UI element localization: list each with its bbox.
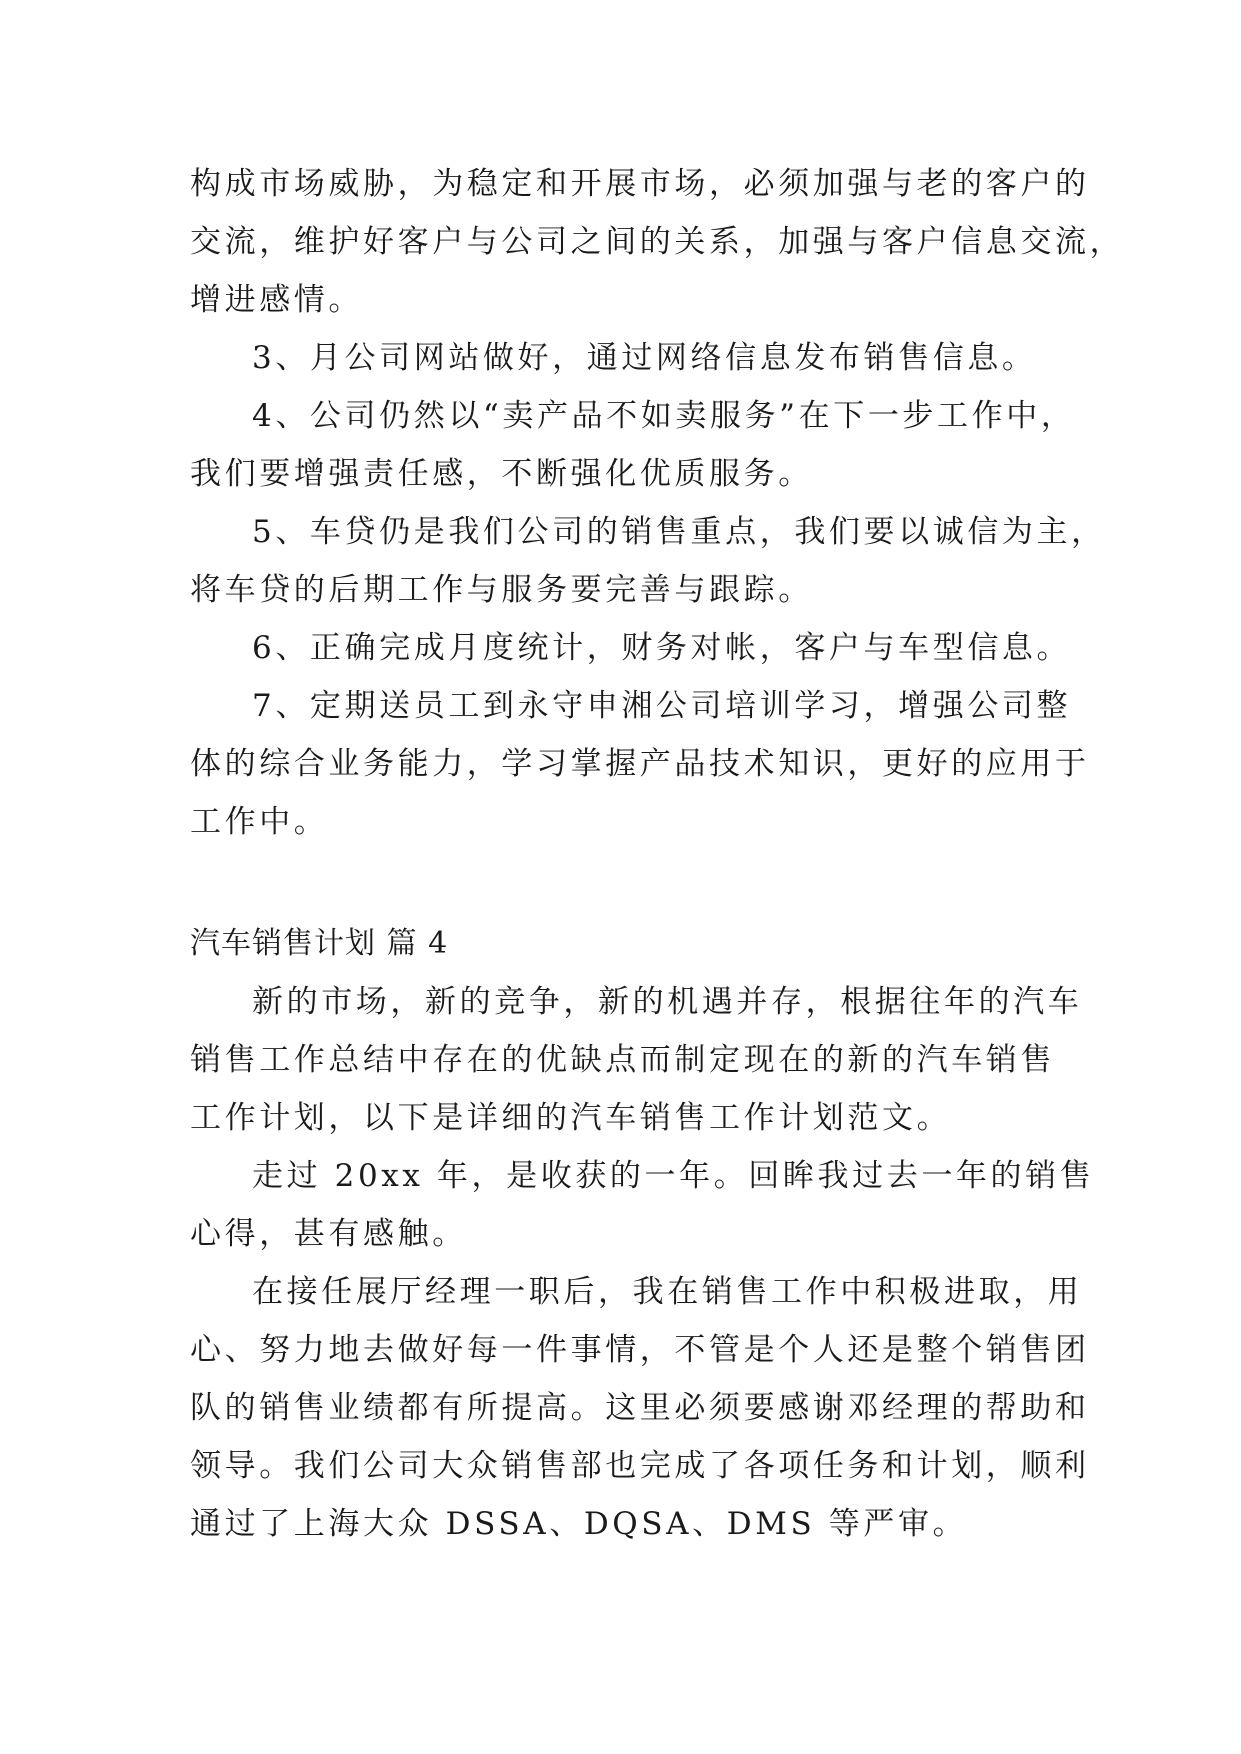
paragraph-line: 增进感情。 [190, 282, 363, 318]
list-item-6: 6、正确完成月度统计，财务对帐，客户与车型信息。 [252, 630, 1072, 666]
list-item-7: 7、定期送员工到永守申湘公司培训学习，增强公司整 [252, 688, 1072, 724]
paragraph-line: 队的销售业绩都有所提高。这里必须要感谢邓经理的帮助和 [190, 1390, 1090, 1426]
document-body [190, 155, 1125, 1553]
paragraph-line: 走过 20xx 年，是收获的一年。回眸我过去一年的销售 [252, 1158, 1095, 1194]
paragraph-line: 领导。我们公司大众销售部也完成了各项任务和计划，顺利 [190, 1448, 1090, 1484]
paragraph-line: 新的市场，新的竞争，新的机遇并存，根据往年的汽车 [252, 984, 1083, 1020]
paragraph-line: 交流，维护好客户与公司之间的关系，加强与客户信息交流， [190, 224, 1125, 260]
section-title: 汽车销售计划 篇 4 [190, 926, 449, 961]
paragraph-line: 心得，甚有感触。 [190, 1216, 467, 1252]
paragraph-line: 我们要增强责任感，不断强化优质服务。 [190, 456, 813, 492]
list-item-4: 4、公司仍然以“卖产品不如卖服务”在下一步工作中， [252, 398, 1076, 434]
paragraph-line: 构成市场威胁，为稳定和开展市场，必须加强与老的客户的 [190, 166, 1090, 202]
paragraph-line: 销售工作总结中存在的优缺点而制定现在的新的汽车销售 [190, 1042, 1055, 1078]
list-item-5: 5、车贷仍是我们公司的销售重点，我们要以诚信为主， [252, 514, 1106, 550]
paragraph-line: 工作中。 [190, 804, 329, 840]
paragraph-line: 工作计划，以下是详细的汽车销售工作计划范文。 [190, 1100, 952, 1136]
paragraph-line: 心、努力地去做好每一件事情，不管是个人还是整个销售团 [190, 1332, 1090, 1368]
list-item-3: 3、月公司网站做好，通过网络信息发布销售信息。 [252, 340, 1037, 376]
paragraph-line: 体的综合业务能力，学习掌握产品技术知识，更好的应用于 [190, 746, 1090, 782]
paragraph-line: 在接任展厅经理一职后，我在销售工作中积极进取，用 [252, 1274, 1083, 1310]
paragraph-line: 将车贷的后期工作与服务要完善与跟踪。 [190, 572, 813, 608]
paragraph-line: 通过了上海大众 DSSA、DQSA、DMS 等严审。 [190, 1506, 968, 1542]
